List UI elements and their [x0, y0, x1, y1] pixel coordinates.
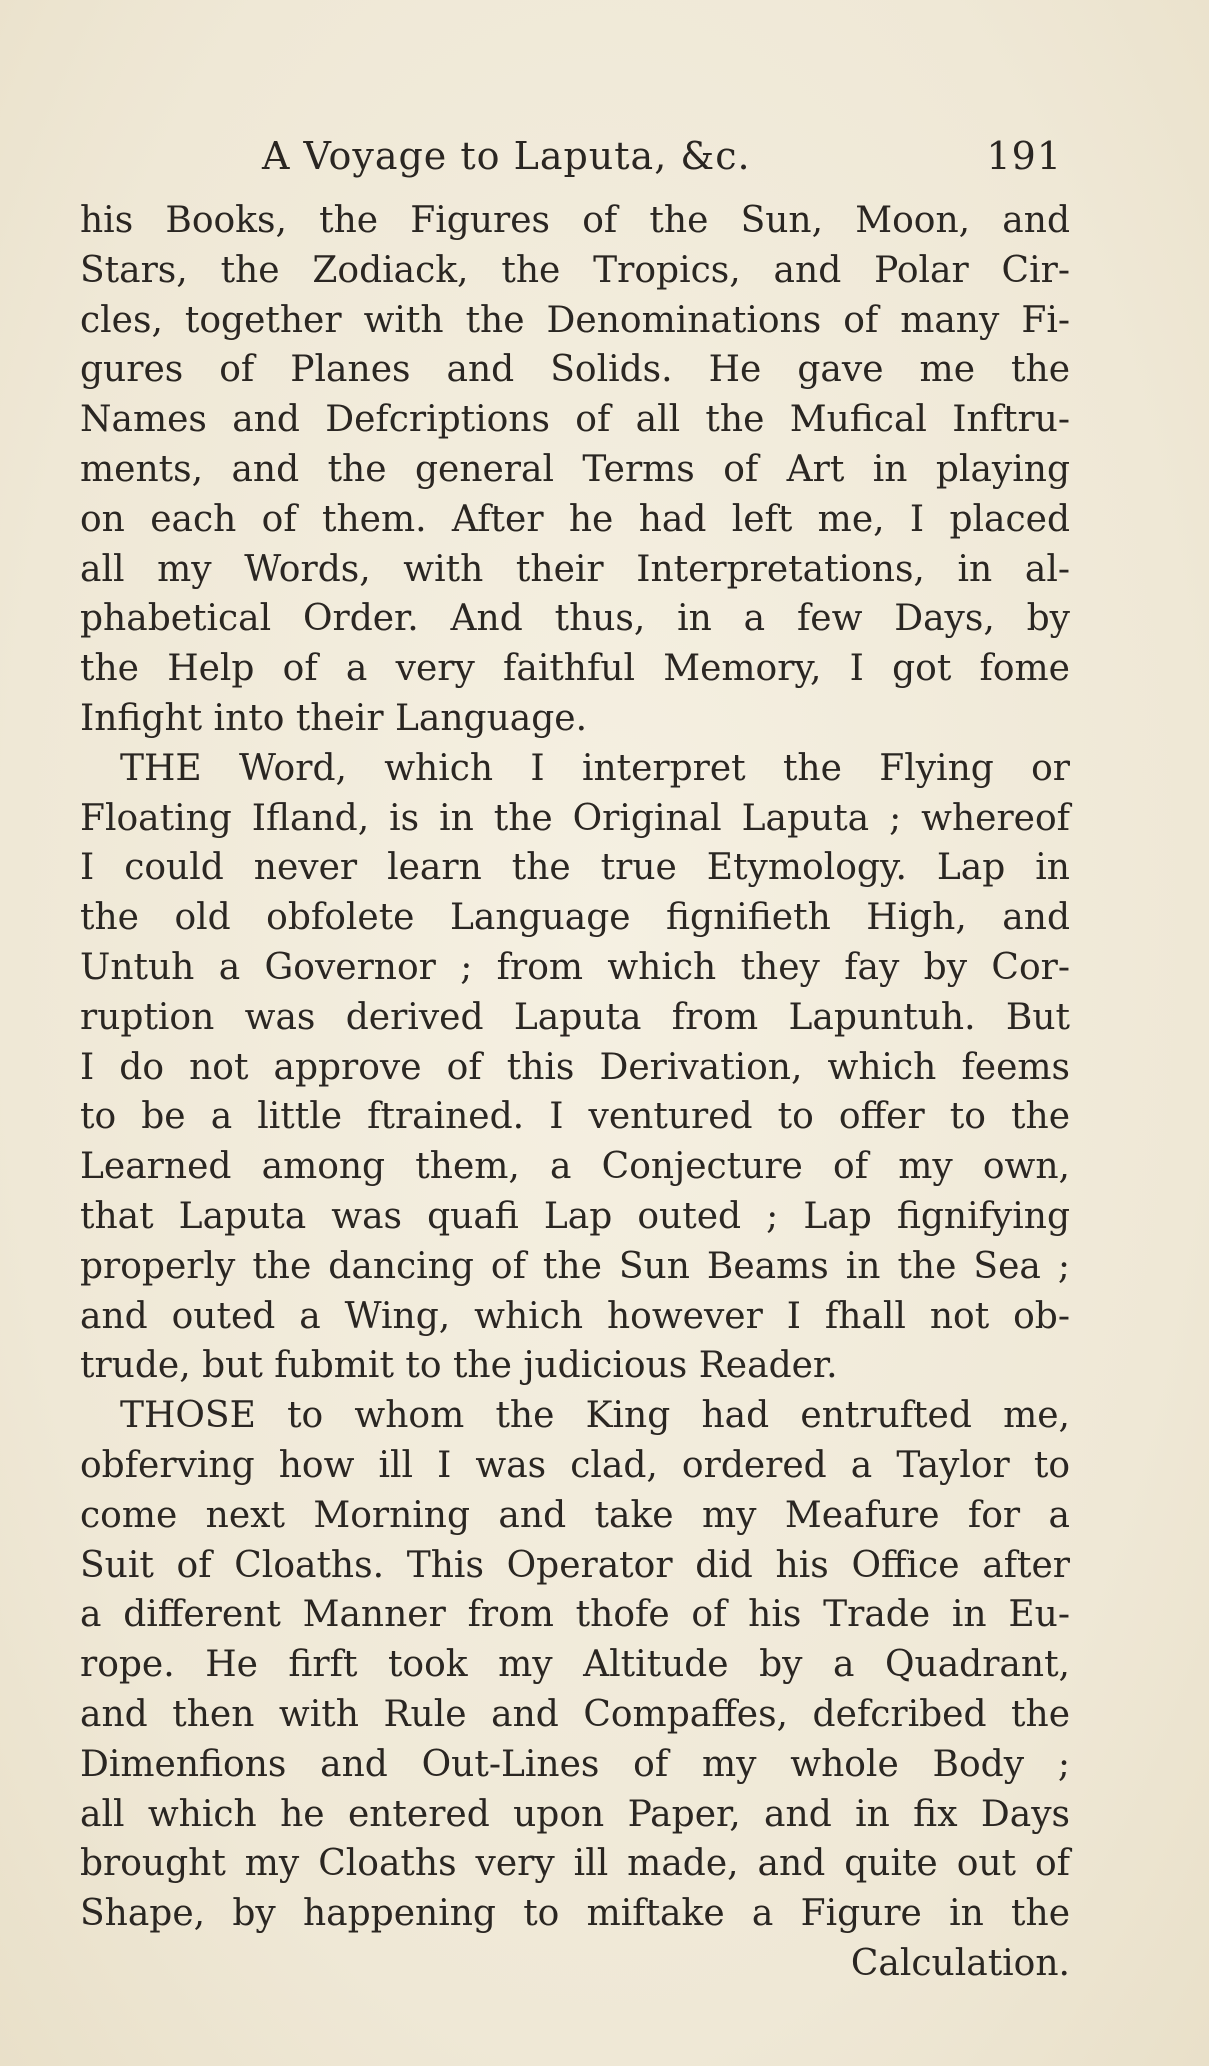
- text-line: I do not approve of this Derivation, which feems: [80, 1046, 1070, 1088]
- text-line: Learned among them, a Conjecture of my own,: [80, 1146, 1070, 1188]
- text-line: and then with Rule and Compaffes, defcribed the: [80, 1693, 1070, 1735]
- body-text: [80, 196, 1070, 1989]
- text-line: his Books, the Figures of the Sun, Moon, and: [80, 200, 1070, 241]
- text-line: trude, but fubmit to the judicious Reader.: [80, 1345, 838, 1387]
- text-line: ments, and the general Terms of Art in playing: [80, 448, 1070, 490]
- text-line: to be a little ftrained. I ventured to offer to the: [80, 1096, 1070, 1138]
- text-line: THOSE to whom the King had entrufted me,: [120, 1395, 1070, 1437]
- text-line: Names and Defcriptions of all the Mufical Inftru-: [80, 399, 1070, 441]
- running-title: A Voyage to Laputa, &c.: [262, 134, 751, 178]
- text-line: come next Morning and take my Meafure for a: [80, 1494, 1070, 1536]
- catchword: Calculation.: [850, 1942, 1070, 1984]
- text-line: THE Word, which I interpret the Flying or: [120, 747, 1070, 789]
- text-line: and outed a Wing, which however I fhall not ob-: [80, 1295, 1070, 1337]
- text-line: ruption was derived Laputa from Lapuntuh. But: [80, 996, 1070, 1038]
- text-line: obferving how ill I was clad, ordered a Taylor to: [80, 1444, 1070, 1486]
- page-number: 191: [986, 134, 1062, 178]
- text-line: Dimenfions and Out-Lines of my whole Body ;: [80, 1743, 1070, 1785]
- text-line: I could never learn the true Etymology. Lap in: [80, 847, 1070, 889]
- text-line: brought my Cloaths very ill made, and quite out of: [80, 1843, 1070, 1885]
- text-line: properly the dancing of the Sun Beams in the Sea ;: [80, 1245, 1070, 1287]
- text-line: Stars, the Zodiack, the Tropics, and Polar Cir-: [80, 249, 1070, 291]
- text-line: cles, together with the Denominations of many Fi-: [80, 299, 1070, 341]
- text-line: Suit of Cloaths. This Operator did his Office after: [80, 1544, 1070, 1586]
- text-line: a different Manner from thofe of his Trade in Eu-: [80, 1594, 1070, 1636]
- text-line: rope. He firft took my Altitude by a Quadrant,: [80, 1644, 1070, 1686]
- text-line: on each of them. After he had left me, I placed: [80, 498, 1070, 540]
- text-line: the Help of a very faithful Memory, I got fome: [80, 648, 1070, 690]
- text-line: all which he entered upon Paper, and in fix Days: [80, 1793, 1070, 1835]
- text-line: Floating Ifland, is in the Original Laputa ; whereof: [80, 797, 1070, 839]
- text-line: Shape, by happening to miftake a Figure in the: [80, 1893, 1070, 1935]
- text-line: that Laputa was quafi Lap outed ; Lap fignifying: [80, 1195, 1070, 1237]
- running-head: [262, 134, 1062, 190]
- text-line: all my Words, with their Interpretations, in al-: [80, 548, 1070, 590]
- text-line: Infight into their Language.: [80, 697, 588, 739]
- text-line: Untuh a Governor ; from which they fay by Cor-: [80, 946, 1070, 988]
- text-line: phabetical Order. And thus, in a few Days, by: [80, 598, 1070, 640]
- text-line: the old obfolete Language fignifieth High, and: [80, 897, 1070, 939]
- text-line: gures of Planes and Solids. He gave me the: [80, 349, 1070, 391]
